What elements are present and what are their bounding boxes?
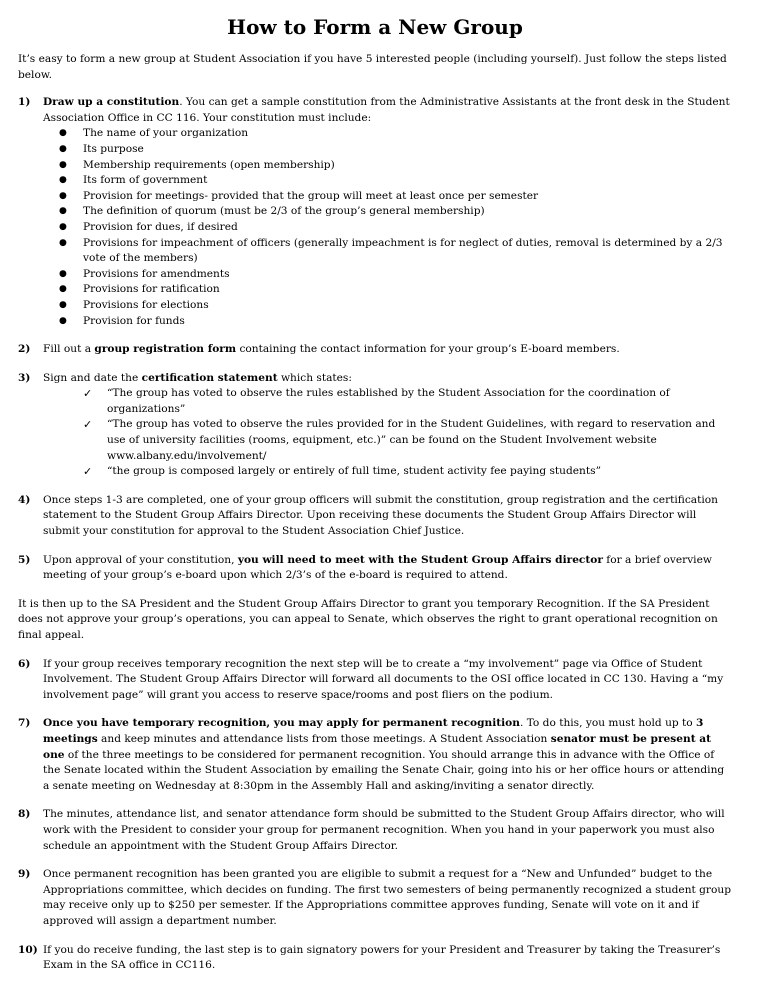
list-item: ✓ “the group is composed largely or entirely of full time, student activity fee paying students” [83, 465, 601, 479]
bullet-icon: ● [59, 284, 67, 295]
list-item: ● The definition of quorum (must be 2/3 of the group’s general membership) [43, 204, 732, 220]
step-1 [18, 95, 732, 329]
check-icon: ✓ [83, 387, 93, 401]
list-item: ● The name of your organization [43, 126, 732, 142]
bullet-icon: ● [59, 175, 67, 186]
step-10: 10) If you do receive funding, the last step is to gain signatory powers for your President and Treasurer by taking the Treasurer’s Exam in the SA office in CC116. [18, 943, 732, 974]
step-number: 5) [18, 553, 31, 566]
list-item: ● Provisions for amendments [43, 267, 732, 283]
step-bold: you will need to meet with the Student Group Affairs director [237, 553, 603, 566]
step-bold: group registration form [94, 343, 237, 356]
bullet-icon: ● [59, 206, 67, 217]
list-item: ● Provisions for ratification [43, 282, 732, 298]
bullet-icon: ● [59, 190, 67, 201]
list-item: ✓ “The group has voted to observe the rules established by the Student Association for the coordination of organizations” [43, 386, 732, 417]
list-item: ● Provisions for impeachment of officers (generally impeachment is for neglect of duties, removal is determined by a 2/3 vote of the members) [43, 236, 732, 267]
step-number: 10) [18, 943, 38, 956]
list-item: ● Its purpose [43, 142, 732, 158]
list-item: ● Its form of government [43, 173, 732, 189]
step-number: 6) [18, 657, 31, 670]
step-bold: Draw up a constitution [43, 96, 180, 109]
step-8: 8) The minutes, attendance list, and senator attendance form should be submitted to the Student Group Affairs director, who will work with the President to consider your group for permanent recognition. When you hand in your paperwork you must also schedule an appointment with the Student Group Affairs Director. [18, 807, 732, 854]
list-item: ● Provision for dues, if desired [43, 220, 732, 236]
bullet-icon: ● [59, 299, 67, 310]
list-item: ● Membership requirements (open membership) [43, 158, 732, 174]
recognition-paragraph: It is then up to the SA President and the Student Group Affairs Director to grant you temporary Recognition. If the SA President does not approve your group’s operations, you can appeal to Senate, which observes the right to grant operational recognition on final appeal. [18, 597, 718, 641]
step-3: 3) Sign and date the certification statement which states: ✓ “The group has voted to observe the rules established by the Student Association for the coordination of organizations” ✓ “The group has voted to observe the rules provided for in the Student Guidelines, with regard to reservation and use of university facilities (rooms, equipment, etc.)” can be found on the Student Involvement website www.albany.edu/involvement/ ✓ “the group is composed largely or entirely of full time, student activity fee paying students” [18, 371, 732, 480]
step-5: 5) Upon approval of your constitution, you will need to meet with the Student Group Affairs director for a brief overview meeting of your group’s e-board upon which 2/3’s of the e-board is required to attend. [18, 553, 732, 584]
step-6: 6) If your group receives temporary recognition the next step will be to create a “my involvement” page via Office of Student Involvement. The Student Group Affairs Director will forward all documents to the OSI office located in CC 130. Having a “my involvement page” will grant you access to reserve space/rooms and post fliers on the podium. [18, 657, 732, 704]
step-number: 8) [18, 808, 31, 821]
bullet-icon: ● [59, 268, 67, 279]
step-7: 7) Once you have temporary recognition, you may apply for permanent recognition. To do this, you must hold up to 3 meetings and keep minutes and attendance lists from those meetings. A Student Association senator must be present at one of the three meetings to be considered for permanent recognition. You should arrange this in advance with the Office of the Senate located within the Student Association by emailing the Senate Chair, going into his or her office hours or attending a senate meeting on Wednesday at 8:30pm in the Assembly Hall and asking/inviting a senator directly. [18, 716, 732, 794]
page-title: How to Form a New Group [227, 15, 523, 39]
step-number: 2) [18, 343, 31, 356]
bullet-icon: ● [59, 315, 67, 326]
bullet-icon: ● [59, 143, 67, 154]
intro-text: It’s easy to form a new group at Student Association if you have 5 interested people (including yourself). Just follow the steps listed below. [18, 53, 727, 81]
step-number: 7) [18, 717, 31, 730]
step-number: 1) [18, 96, 31, 109]
certification-list [43, 386, 732, 480]
list-item: ● Provision for meetings- provided that the group will meet at least once per semester [43, 189, 732, 205]
bullet-icon: ● [59, 159, 67, 170]
check-icon: ✓ [83, 418, 93, 432]
step-bold: certification statement [141, 371, 278, 384]
constitution-requirements-list [43, 126, 732, 329]
bullet-icon: ● [59, 237, 67, 248]
step-number: 3) [18, 371, 31, 384]
bullet-icon: ● [59, 221, 67, 232]
list-item: ✓ “The group has voted to observe the rules provided for in the Student Guidelines, with regard to reservation and use of university facilities (rooms, equipment, etc.)” can be found on the Student Involvement website www.albany.edu/involvement/ [43, 417, 732, 464]
step-number: 4) [18, 493, 31, 506]
step-4: 4) Once steps 1-3 are completed, one of your group officers will submit the constitution, group registration and the certification statement to the Student Group Affairs Director. Upon receiving these documents the Student Group Affairs Director will submit your constitution for approval to the Student Association Chief Justice. [18, 493, 732, 540]
step-number: 9) [18, 868, 31, 881]
step-text: . You can get a sample constitution from the Administrative Assistants at the front desk in the Student Association Office in CC 116. Your constitution must include: [43, 96, 730, 124]
step-9: 9) Once permanent recognition has been granted you are eligible to submit a request for a “New and Unfunded” budget to the Appropriations committee, which decides on funding. The first two semesters of being permanently recognized a student group may receive only up to $250 per semester. If the Appropriations committee approves funding, Senate will vote on it and if approved will assign a department number. [18, 867, 732, 929]
list-item: ● Provision for funds [43, 314, 732, 330]
list-item: ● Provisions for elections [43, 298, 732, 314]
bullet-icon: ● [59, 128, 67, 139]
check-icon: ✓ [83, 465, 93, 479]
step-2: 2) Fill out a group registration form containing the contact information for your group’s E-board members. [18, 342, 732, 358]
